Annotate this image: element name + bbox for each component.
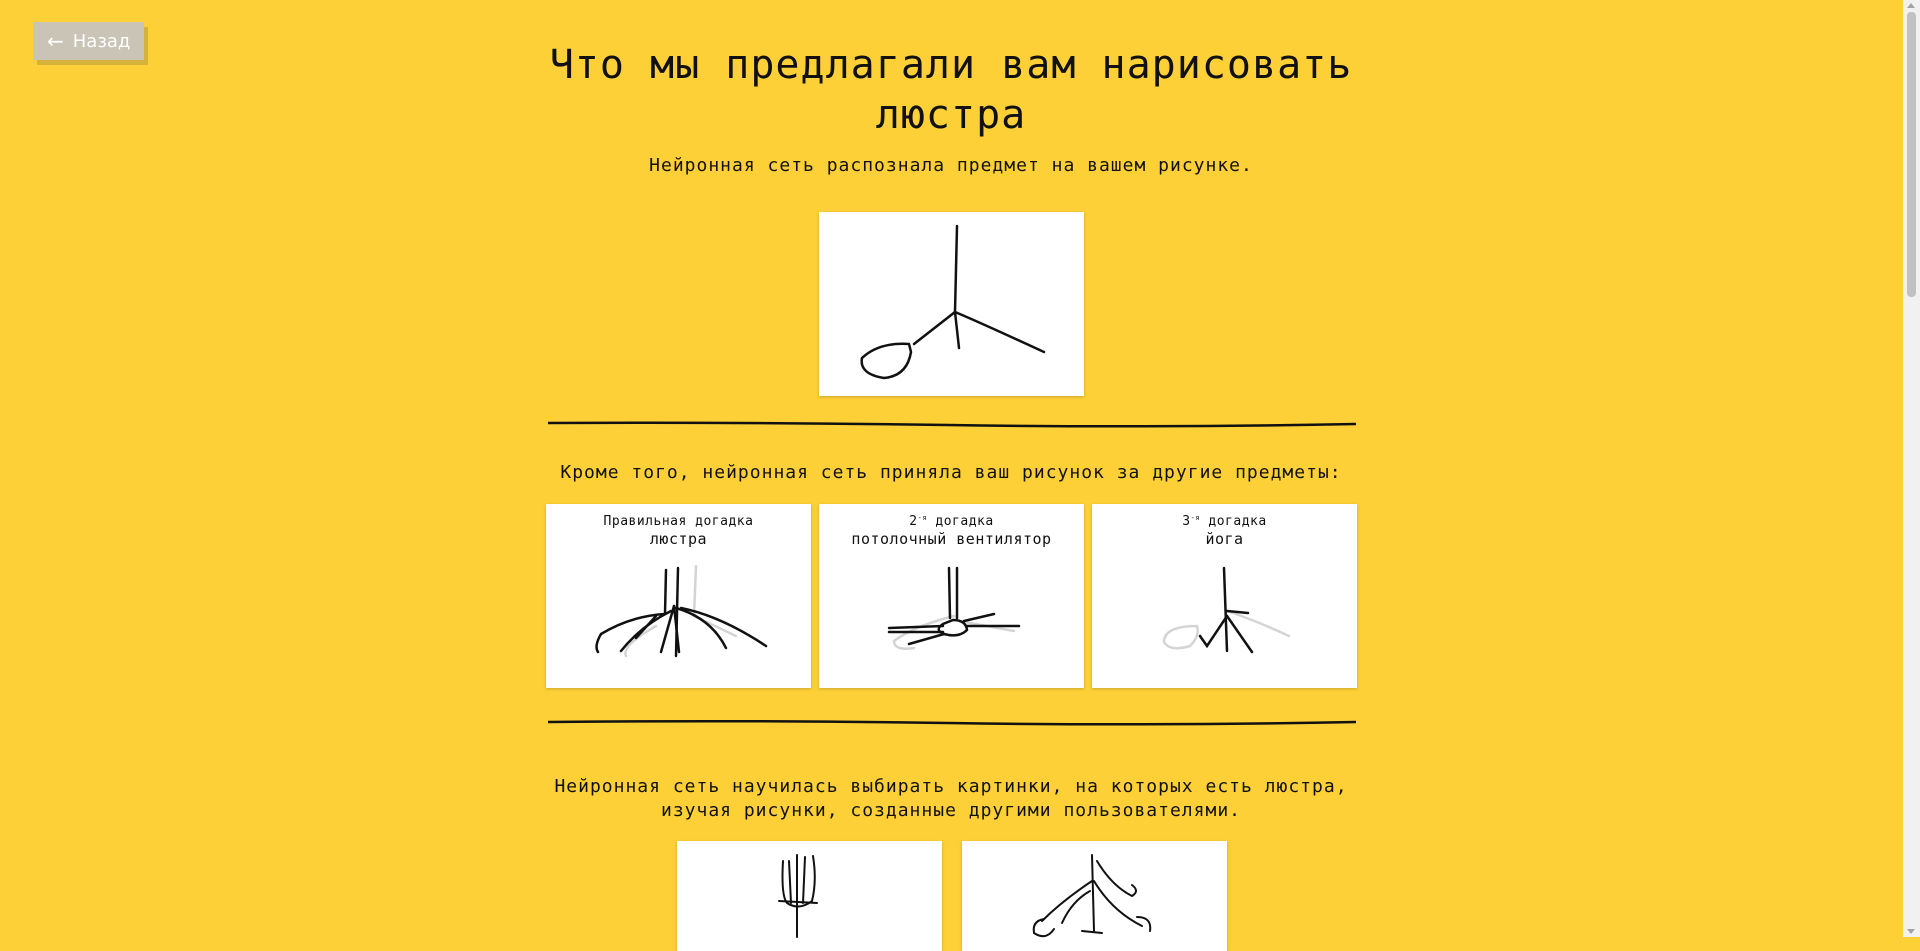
- divider-2: [548, 716, 1356, 728]
- scrollbar-thumb[interactable]: [1907, 12, 1916, 297]
- guess-card-1: [546, 504, 811, 688]
- guess-rank: $2^{-я}$ догадка: [909, 514, 994, 529]
- arrow-left-icon: ←: [47, 29, 64, 53]
- guess-name: люстра: [649, 530, 708, 548]
- sample-drawing-1: [677, 841, 942, 951]
- guess-rank: Правильная догадка: [603, 514, 754, 529]
- guess-card-2: [819, 504, 1084, 688]
- sample-sketch-1: [677, 841, 942, 951]
- divider-1: [548, 418, 1356, 430]
- page-scrollbar[interactable]: [1903, 0, 1920, 937]
- guess-rank: $3^{-я}$ догадка: [1182, 514, 1267, 529]
- subtitle: Нейронная сеть распознала предмет на вашем рисунке.: [649, 155, 1253, 176]
- title-line-2: люстра: [875, 92, 1027, 138]
- user-drawing: [819, 212, 1084, 396]
- guess-drawing-ceiling-fan: [819, 556, 1084, 686]
- user-drawing-sketch: [819, 212, 1084, 396]
- learning-text-line-2: изучая рисунки, созданные другими пользователями.: [660, 800, 1241, 821]
- other-guesses-text: Кроме того, нейронная сеть приняла ваш рисунок за другие предметы:: [560, 462, 1342, 483]
- scroll-up-icon[interactable]: [1907, 3, 1915, 8]
- guess-card-3: [1092, 504, 1357, 688]
- sample-drawing-2: [962, 841, 1227, 951]
- learning-text: [0, 775, 1902, 823]
- guess-name: потолочный вентилятор: [851, 530, 1052, 548]
- learning-text-line-1: Нейронная сеть научилась выбирать картинки, на которых есть люстра,: [554, 776, 1348, 797]
- scroll-down-icon[interactable]: [1907, 929, 1915, 934]
- guess-drawing-yoga: [1092, 556, 1357, 686]
- sample-sketch-2: [962, 841, 1227, 951]
- guess-drawing-chandelier: [546, 556, 811, 686]
- back-button-label: Назад: [72, 30, 131, 52]
- guess-name: йога: [1205, 530, 1244, 548]
- title-line-1: Что мы предлагали вам нарисовать: [549, 42, 1353, 88]
- page-title: [0, 40, 1902, 140]
